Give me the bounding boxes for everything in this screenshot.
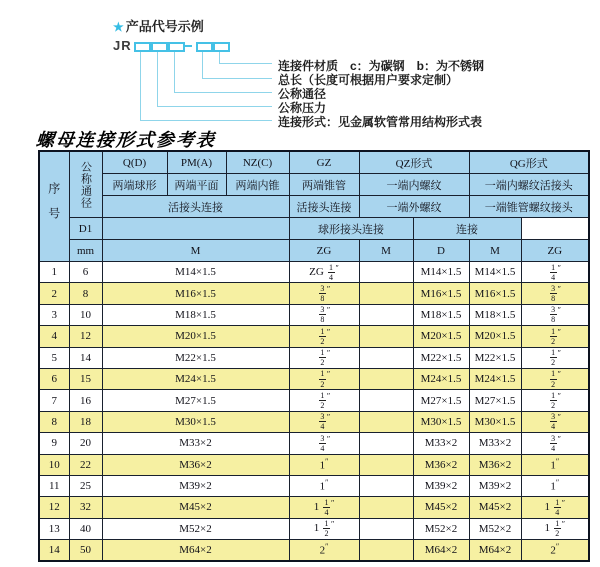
table-cell: $\frac{1}{2}$ ″	[521, 347, 589, 368]
table-cell: M22×1.5	[413, 347, 469, 368]
connector-line	[157, 106, 272, 107]
header-sub: 球形接头连接	[289, 218, 413, 240]
table-cell: 2	[39, 283, 69, 304]
table-cell: M16×1.5	[469, 283, 521, 304]
table-cell: M30×1.5	[413, 411, 469, 432]
table-cell: M52×2	[102, 518, 289, 539]
header-col: PM(A)	[167, 151, 226, 174]
nut-connection-table	[38, 150, 590, 562]
table-cell: M24×1.5	[469, 368, 521, 389]
table-cell: 12	[39, 497, 69, 518]
connector-line	[219, 63, 272, 64]
table-cell: M27×1.5	[102, 390, 289, 411]
table-row	[39, 475, 589, 496]
header-unit: M	[102, 240, 289, 262]
table-cell: M20×1.5	[102, 326, 289, 347]
table-cell: $\frac{3}{8}$ ″	[521, 283, 589, 304]
table-cell: 1″	[521, 454, 589, 475]
table-cell	[359, 454, 413, 475]
table-cell: M52×2	[413, 518, 469, 539]
table-row	[39, 518, 589, 539]
header-sub: 连接	[413, 218, 521, 240]
header-col: NZ(C)	[226, 151, 289, 174]
connector-line	[157, 52, 158, 106]
header-seq: 序号	[39, 151, 69, 262]
table-cell: 25	[69, 475, 102, 496]
table-cell: M39×2	[413, 475, 469, 496]
table-cell: 7	[39, 390, 69, 411]
table-cell	[359, 368, 413, 389]
table-cell: M30×1.5	[102, 411, 289, 432]
table-cell: 2″	[521, 540, 589, 562]
diagram-label-material: 连接件材质 c：为碳钢 b：为不锈钢	[278, 59, 485, 73]
table-cell	[359, 262, 413, 283]
header-sub: 一端内螺纹活接头	[469, 174, 589, 196]
product-code-diagram	[0, 0, 600, 128]
diagram-label-diameter: 公称通径	[278, 87, 327, 101]
header-unit: M	[359, 240, 413, 262]
diagram-label-length: 总长（长度可根据用户要求定制）	[278, 73, 459, 87]
table-cell: 9	[39, 433, 69, 454]
table-cell: M16×1.5	[413, 283, 469, 304]
table-cell: M20×1.5	[469, 326, 521, 347]
connector-line	[174, 92, 272, 93]
header-col: Q(D)	[102, 151, 167, 174]
code-box-5	[213, 42, 230, 52]
table-cell	[359, 433, 413, 454]
table-body	[39, 262, 589, 562]
header-d1: D1	[69, 218, 102, 240]
table-cell: 6	[39, 368, 69, 389]
table-cell: 5	[39, 347, 69, 368]
code-dash	[185, 45, 192, 47]
table-cell: $\frac{1}{2}$ ″	[521, 326, 589, 347]
header-unit: D	[413, 240, 469, 262]
table-cell: 2″	[289, 540, 359, 562]
header-unit: M	[469, 240, 521, 262]
table-cell: M36×2	[413, 454, 469, 475]
table-cell	[359, 390, 413, 411]
table-cell: M27×1.5	[413, 390, 469, 411]
table-cell: $\frac{1}{2}$ ″	[521, 390, 589, 411]
table-cell: 8	[69, 283, 102, 304]
header-sub: 两端球形	[102, 174, 167, 196]
table-cell: M24×1.5	[102, 368, 289, 389]
table-title: 螺母连接形式参考表	[35, 130, 217, 150]
header-sub: 两端内锥	[226, 174, 289, 196]
table-cell: 32	[69, 497, 102, 518]
star-icon: ★	[113, 20, 124, 34]
header-col: GZ	[289, 151, 359, 174]
table-cell: M22×1.5	[469, 347, 521, 368]
table-cell: $\frac{3}{4}$ ″	[289, 433, 359, 454]
connector-line	[140, 52, 141, 120]
table-cell: M33×2	[469, 433, 521, 454]
table-cell: 11	[39, 475, 69, 496]
header-empty	[102, 218, 289, 240]
table-cell: M18×1.5	[102, 304, 289, 325]
header-sub: 两端锥管	[289, 174, 359, 196]
table-cell: 12	[69, 326, 102, 347]
table-cell: $\frac{1}{2}$ ″	[521, 368, 589, 389]
table-cell: M45×2	[469, 497, 521, 518]
table-cell: M33×2	[413, 433, 469, 454]
table-row	[39, 283, 589, 304]
header-unit: ZG	[521, 240, 589, 262]
table-cell: M36×2	[102, 454, 289, 475]
table-cell: M27×1.5	[469, 390, 521, 411]
table-cell: ZG $\frac{1}{4}$ ″	[289, 262, 359, 283]
table-cell	[359, 475, 413, 496]
table-cell: $\frac{3}{4}$ ″	[521, 411, 589, 432]
table-cell: 10	[39, 454, 69, 475]
table-cell: 22	[69, 454, 102, 475]
table-cell: M18×1.5	[469, 304, 521, 325]
code-box-3	[168, 42, 185, 52]
connector-line	[202, 52, 203, 78]
table-cell: 1 $\frac{1}{2}$ ″	[521, 518, 589, 539]
diagram-label-pressure: 公称压力	[278, 101, 327, 115]
table-cell: M24×1.5	[413, 368, 469, 389]
table-cell	[359, 326, 413, 347]
table-cell: M16×1.5	[102, 283, 289, 304]
table-row	[39, 540, 589, 562]
table-cell: 1	[39, 262, 69, 283]
table-cell: M52×2	[469, 518, 521, 539]
table-cell: 18	[69, 411, 102, 432]
table-cell: $\frac{1}{2}$ ″	[289, 390, 359, 411]
table-cell: 1 $\frac{1}{4}$ ″	[521, 497, 589, 518]
table-cell: M20×1.5	[413, 326, 469, 347]
code-prefix: JR	[113, 38, 132, 53]
table-row	[39, 411, 589, 432]
header-sub: 两端平面	[167, 174, 226, 196]
connector-line	[219, 52, 220, 63]
table-cell: M64×2	[413, 540, 469, 562]
table-cell: M39×2	[102, 475, 289, 496]
table-row	[39, 390, 589, 411]
table-cell	[359, 411, 413, 432]
table-cell: M45×2	[413, 497, 469, 518]
table-cell: 10	[69, 304, 102, 325]
table-cell	[359, 304, 413, 325]
diagram-title	[113, 16, 204, 35]
table-cell: $\frac{3}{8}$ ″	[289, 283, 359, 304]
table-row	[39, 454, 589, 475]
table-cell	[359, 540, 413, 562]
table-cell: $\frac{1}{2}$ ″	[289, 368, 359, 389]
table-cell: M18×1.5	[413, 304, 469, 325]
table-cell: M14×1.5	[102, 262, 289, 283]
table-cell: $\frac{1}{2}$ ″	[289, 326, 359, 347]
header-mm: mm	[69, 240, 102, 262]
table-row	[39, 497, 589, 518]
table-cell: M64×2	[469, 540, 521, 562]
header-sub: 一端锥管螺纹接头	[469, 196, 589, 218]
table-cell: 1″	[521, 475, 589, 496]
header-unit: ZG	[289, 240, 359, 262]
table-header	[39, 151, 589, 262]
header-col: QG形式	[469, 151, 589, 174]
table-cell: $\frac{3}{8}$ ″	[289, 304, 359, 325]
table-cell: 50	[69, 540, 102, 562]
connector-line	[202, 78, 272, 79]
table-cell: 1 $\frac{1}{4}$ ″	[289, 497, 359, 518]
table-cell: $\frac{3}{4}$ ″	[521, 433, 589, 454]
table-cell: 8	[39, 411, 69, 432]
table-cell: M45×2	[102, 497, 289, 518]
header-sub: 活接头连接	[289, 196, 359, 218]
code-box-4	[196, 42, 213, 52]
header-sub: 一端内螺纹	[359, 174, 469, 196]
table-cell: 1″	[289, 454, 359, 475]
table-cell: M39×2	[469, 475, 521, 496]
table-cell: M22×1.5	[102, 347, 289, 368]
table-cell: $\frac{1}{4}$ ″	[521, 262, 589, 283]
table-cell: 6	[69, 262, 102, 283]
table-cell: 15	[69, 368, 102, 389]
table-cell	[359, 497, 413, 518]
table-row	[39, 304, 589, 325]
table-cell: 13	[39, 518, 69, 539]
table-cell: M64×2	[102, 540, 289, 562]
table-cell: $\frac{3}{8}$ ″	[521, 304, 589, 325]
table-cell: 3	[39, 304, 69, 325]
table-cell: 1 $\frac{1}{2}$ ″	[289, 518, 359, 539]
code-box-1	[134, 42, 151, 52]
table-cell: 16	[69, 390, 102, 411]
diagram-label-connection: 连接形式：见金属软管常用结构形式表	[278, 115, 483, 129]
table-cell: M30×1.5	[469, 411, 521, 432]
connector-line	[174, 52, 175, 92]
table-row	[39, 347, 589, 368]
table-cell	[359, 283, 413, 304]
table-cell: M36×2	[469, 454, 521, 475]
table-row	[39, 326, 589, 347]
table-cell: M14×1.5	[413, 262, 469, 283]
connector-line	[140, 120, 272, 121]
code-box-2	[151, 42, 168, 52]
table-row	[39, 368, 589, 389]
table-cell	[359, 347, 413, 368]
table-cell: $\frac{1}{2}$ ″	[289, 347, 359, 368]
table-cell: M14×1.5	[469, 262, 521, 283]
table-cell: 14	[69, 347, 102, 368]
header-sub: 活接头连接	[102, 196, 289, 218]
header-col: QZ形式	[359, 151, 469, 174]
table-row	[39, 433, 589, 454]
table-cell: M33×2	[102, 433, 289, 454]
table-cell: 20	[69, 433, 102, 454]
table-cell: $\frac{3}{4}$ ″	[289, 411, 359, 432]
table-cell: 4	[39, 326, 69, 347]
table-cell: 14	[39, 540, 69, 562]
table-cell: 1″	[289, 475, 359, 496]
table-row	[39, 262, 589, 283]
table-cell: 40	[69, 518, 102, 539]
diagram-title-text: 产品代号示例	[125, 19, 204, 34]
header-sub: 一端外螺纹	[359, 196, 469, 218]
table-cell	[359, 518, 413, 539]
header-dn: 公称通径	[69, 151, 102, 218]
